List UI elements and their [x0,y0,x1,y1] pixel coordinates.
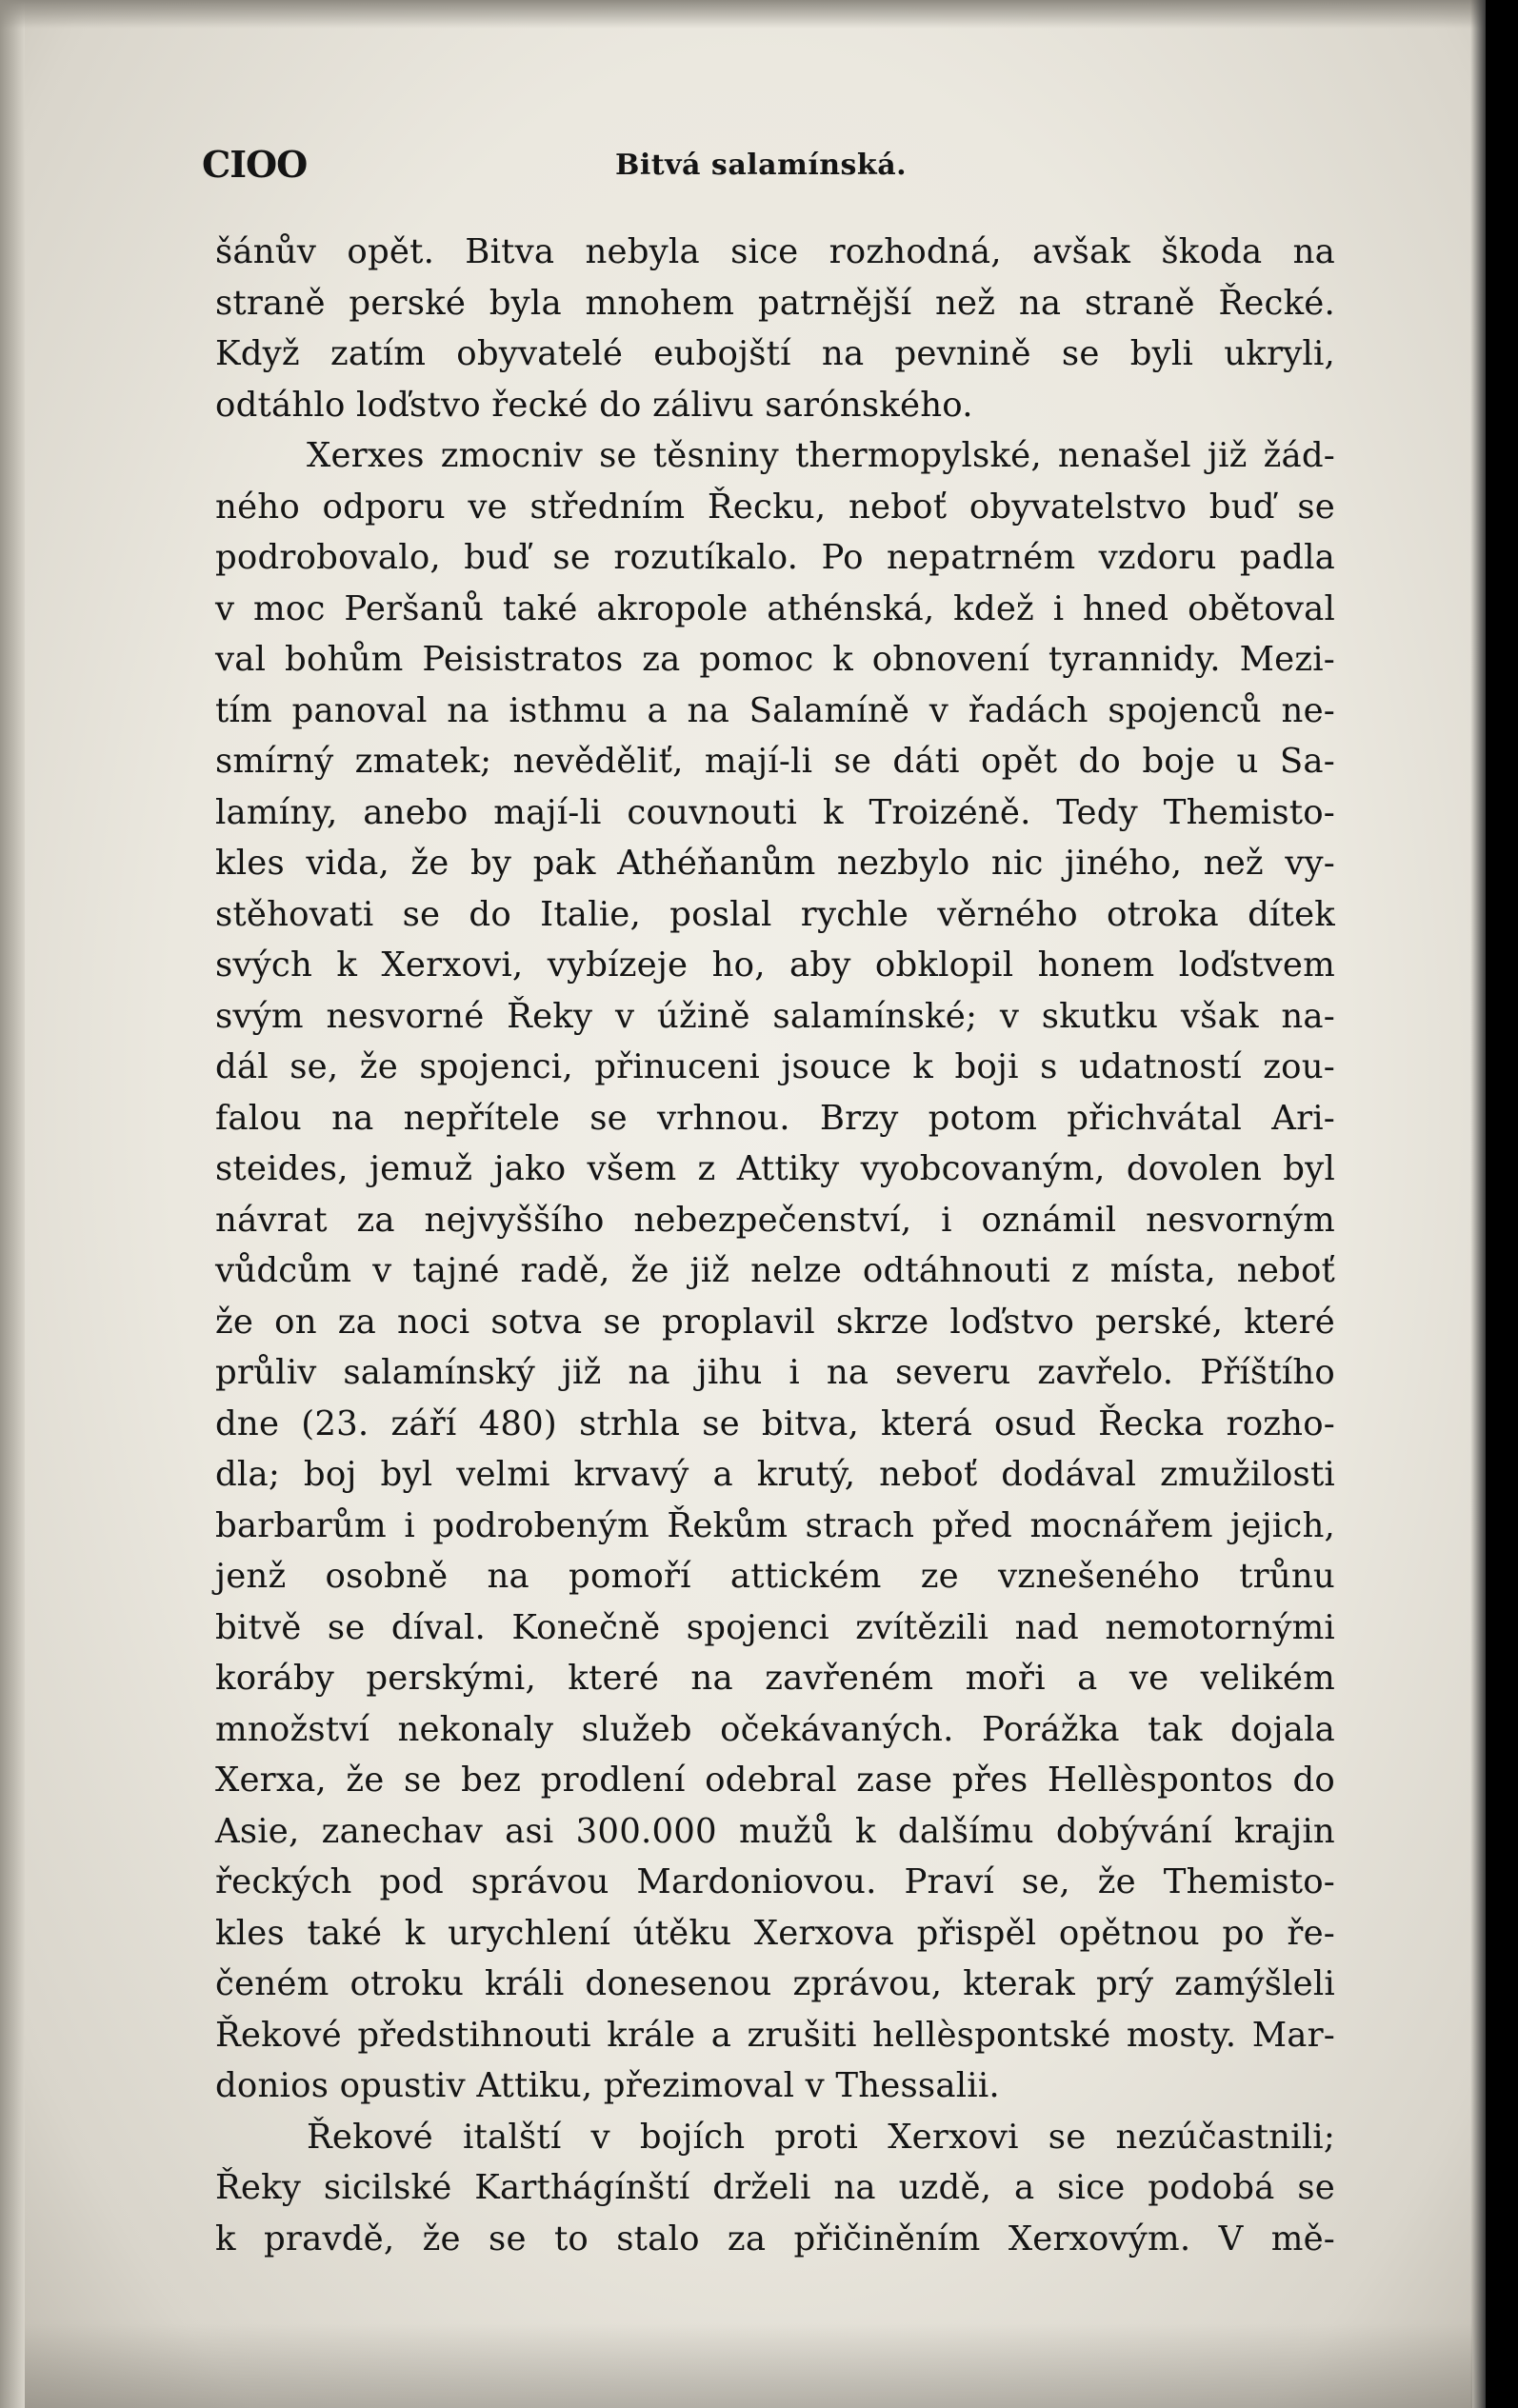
page-edge-right-shadow [1470,0,1486,2408]
text-line: průliv salamínský již na jihu i na severu zavřelo. Příštího [215,1353,1335,1392]
text-line: řeckých pod správou Mardoniovou. Praví se, že Themisto- [215,1862,1335,1901]
page-edge-left [0,0,25,2408]
running-title: Bitvá salamínská. [615,149,908,182]
running-head [202,143,1335,200]
text-line: dál se, že spojenci, přinuceni jsouce k boji s udatností zou- [215,1047,1335,1086]
book-page [202,143,1335,2259]
text-line: Řekové italští v bojích proti Xerxovi se nezúčastnili; [307,2117,1335,2157]
text-line: tím panoval na isthmu a na Salamíně v řadách spojenců ne- [215,690,1335,730]
text-line: bitvě se díval. Konečně spojenci zvítězili nad nemotornými [215,1607,1335,1647]
text-line: k pravdě, že se to stalo za přičiněním Xerxovým. V mě- [215,2219,1335,2259]
text-line: steides, jemuž jako všem z Attiky vyobcovaným, dovolen byl [215,1149,1335,1188]
text-line: podrobovalo, buď se rozutíkalo. Po nepatrném vzdoru padla [215,538,1335,577]
text-line: barbarům i podrobeným Řekům strach před mocnářem jejich, [215,1505,1335,1545]
text-line: val bohům Peisistratos za pomoc k obnovení tyrannidy. Mezi- [215,640,1335,679]
text-line: Řekové předstihnouti krále a zrušiti hellèspontské mosty. Mar- [215,2015,1335,2055]
text-line: falou na nepřítele se vrhnou. Brzy potom přichvátal Ari- [215,1098,1335,1138]
text-line: straně perské byla mnohem patrnější než na straně Řecké. [215,283,1335,323]
text-line: šánův opět. Bitva nebyla sice rozhodná, avšak škoda na [215,232,1335,271]
text-line: odtáhlo loďstvo řecké do zálivu sarónského. [215,385,973,425]
text-line: smírný zmatek; nevěděliť, mají-li se dáti opět do boje u Sa- [215,742,1335,781]
page-number: CIOO [202,143,308,186]
text-line: lamíny, anebo mají-li couvnouti k Troizéně. Tedy Themisto- [215,792,1335,832]
text-line: vůdcům v tajné radě, že již nelze odtáhnouti z místa, neboť [215,1251,1335,1290]
text-line: Asie, zanechav asi 300.000 mužů k dalšímu dobývání krajin [215,1811,1335,1851]
text-line: Xerxa, že se bez prodlení odebral zase přes Hellèspontos do [215,1761,1335,1800]
bottom-shadow [25,2323,1472,2408]
page-edge-top [0,0,1518,29]
text-line: dla; boj byl velmi krvavý a krutý, neboť dodával zmužilosti [215,1455,1335,1494]
text-line: kles vida, že by pak Athéňanům nezbylo nic jiného, než vy- [215,844,1335,883]
text-line: dne (23. září 480) strhla se bitva, která osud Řecka rozho- [215,1403,1335,1443]
text-line: množství nekonaly služeb očekávaných. Porážka tak dojala [215,1709,1335,1749]
text-line: čeném otroku králi donesenou zprávou, kterak prý zamýšleli [215,1964,1335,2003]
body-text [215,227,1335,2264]
text-line: ného odporu ve středním Řecku, neboť obyvatelstvo buď se [215,487,1335,527]
text-line: Řeky sicilské Karthágínští drželi na uzdě, a sice podobá se [215,2168,1335,2207]
text-line: svým nesvorné Řeky v úžině salamínské; v skutku však na- [215,996,1335,1036]
text-line: jenž osobně na pomoří attickém ze vznešeného trůnu [215,1557,1335,1596]
text-line: donios opustiv Attiku, přezimoval v Thessalii. [215,2066,1000,2105]
text-line: kles také k urychlení útěku Xerxova přispěl opětnou po ře- [215,1913,1335,1953]
text-line: svých k Xerxovi, vybízeje ho, aby obklopil honem loďstvem [215,945,1335,985]
text-line: Xerxes zmocniv se těsniny thermopylské, nenašel již žád- [307,436,1335,475]
text-line: návrat za nejvyššího nebezpečenství, i oznámil nesvorným [215,1200,1335,1240]
text-line: stěhovati se do Italie, poslal rychle věrného otroka dítek [215,894,1335,934]
text-line: koráby perskými, které na zavřeném moři a ve velikém [215,1659,1335,1698]
text-line: že on za noci sotva se proplavil skrze loďstvo perské, které [215,1302,1335,1342]
text-line: Když zatím obyvatelé eubojští na pevnině se byli ukryli, [215,334,1335,373]
text-line: v moc Peršanů také akropole athénská, kdež i hned obětoval [215,588,1335,628]
page-edge-right [1486,0,1518,2408]
